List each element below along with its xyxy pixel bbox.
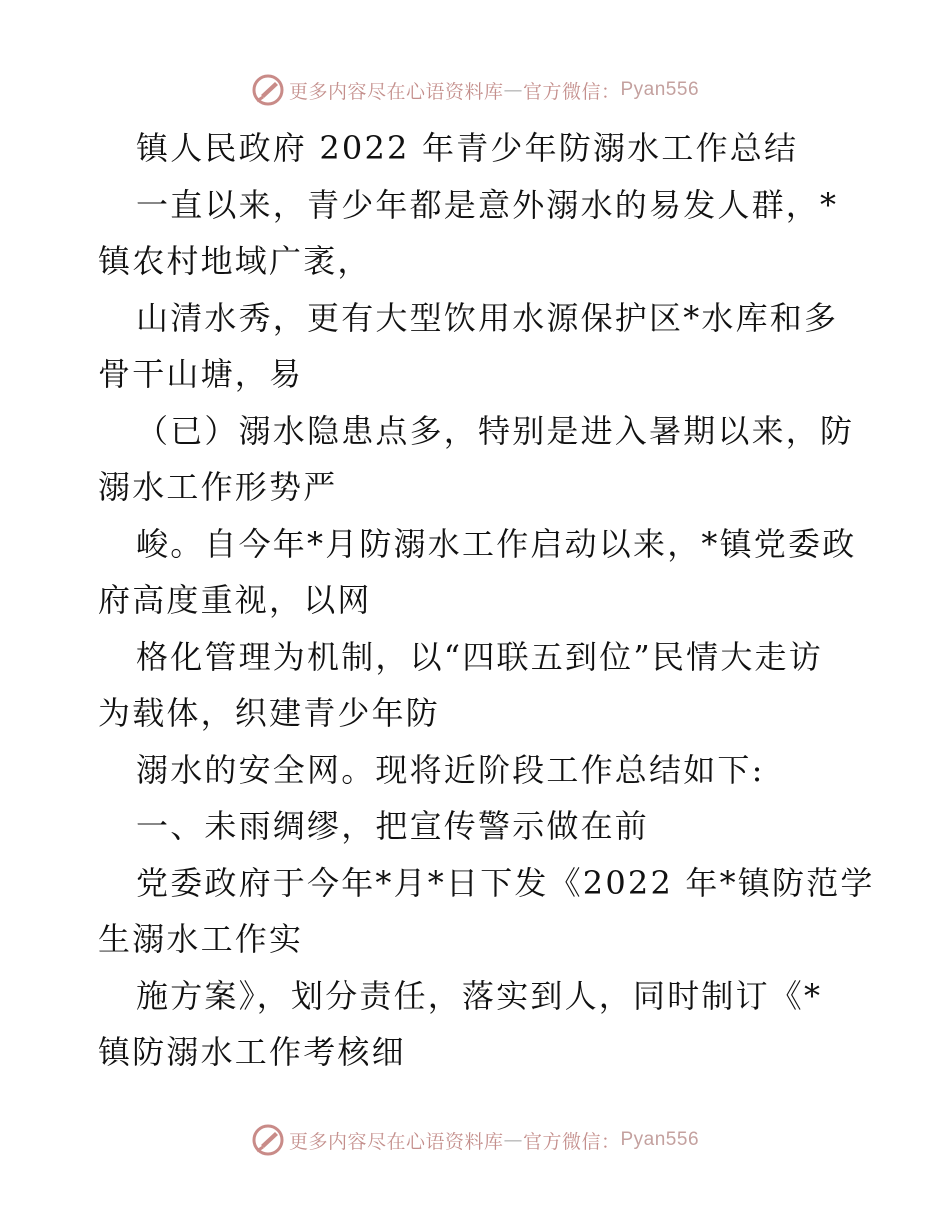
document-body [98,120,875,1081]
footer-watermark [0,1120,950,1160]
watermark-wechat-label: 官方微信： [522,80,621,103]
section-heading: 一、未雨绸缪，把宣传警示做在前 [136,807,650,845]
text-line: 溺水的安全网。现将近阶段工作总结如下: [136,750,765,789]
text-line: 格化管理为机制，以“四联五到位”民情大走访 [136,637,823,676]
watermark-brand-text: 更多内容尽在心语资料库 [288,80,504,103]
text-line: 骨干山塘，易 [98,355,304,393]
watermark-wechat-id: Pyan556 [620,1129,700,1150]
text-line: 峻。自今年*月防溺水工作启动以来，*镇党委政 [136,524,857,563]
text-line: 党委政府于今年*月*日下发《2022 年*镇防范学 [136,863,875,902]
text-line: 溺水工作形势严 [98,468,338,506]
text-line: 府高度重视，以网 [98,581,372,619]
watermark-wechat-label: 官方微信： [522,1130,621,1153]
text-line: 山清水秀，更有大型饮用水源保护区*水库和多 [136,298,839,337]
watermark-separator: — [503,1129,523,1151]
text-line: 施方案》，划分责任，落实到人，同时制订《* [136,976,823,1015]
text-line: 镇防溺水工作考核细 [98,1033,406,1071]
text-line: 镇农村地域广袤， [98,242,372,280]
text-line: （已）溺水隐患点多，特别是进入暑期以来，防 [136,411,855,450]
watermark-separator: — [503,79,523,101]
brand-logo-icon [251,1123,285,1157]
brand-logo-icon [251,73,285,107]
text-line: 生溺水工作实 [98,920,304,958]
text-line: 为载体，织建青少年防 [98,694,441,732]
header-watermark [0,70,950,110]
document-title: 镇人民政府 2022 年青少年防溺水工作总结 [136,129,799,167]
watermark-brand-text: 更多内容尽在心语资料库 [288,1130,504,1153]
text-line: 一直以来，青少年都是意外溺水的易发人群，* [136,185,839,224]
watermark-wechat-id: Pyan556 [620,79,700,100]
